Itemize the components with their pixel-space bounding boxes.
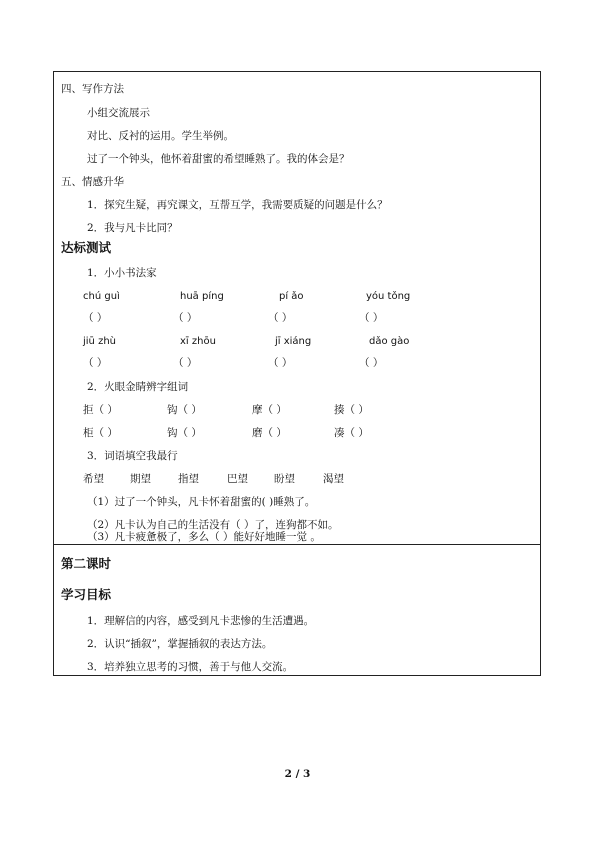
answer-blank[interactable]: （ ） [83,312,108,324]
pinyin: yóu tǒng [366,291,411,302]
goals-heading: 学习目标 [61,587,112,602]
answer-blank[interactable]: （ ） [173,312,198,324]
pinyin: huā píng [180,291,224,302]
word-blank[interactable]: 拒（ ） [83,404,118,416]
sec4-title: 四、写作方法 [61,83,124,95]
word-blank[interactable]: 钩（ ） [167,427,202,439]
pinyin: pí ǎo [279,291,304,302]
goal-item: 3．培养独立思考的习惯，善于与他人交流。 [87,661,294,673]
word-blank[interactable]: 柜（ ） [83,427,118,439]
word-option: 巴望 [227,473,248,485]
word-option: 指望 [178,473,199,485]
pinyin: chú guì [83,291,120,302]
word-option: 希望 [83,473,104,485]
word-blank[interactable]: 摩（ ） [252,404,287,416]
lesson-table [53,71,541,676]
row-divider [54,544,540,545]
sec4-line: 对比、反衬的运用。学生举例。 [87,130,234,142]
pinyin: jiū zhù [83,336,116,347]
word-blank[interactable]: 揍（ ） [334,404,369,416]
goal-item: 2．认识“插叙”，掌握插叙的表达方法。 [87,638,273,650]
q1-title: 1．小小书法家 [87,267,157,279]
fill-sentence: （2）凡卡认为自己的生活没有（ ）了，连狗都不如。 [87,519,339,531]
word-option: 期望 [130,473,151,485]
word-blank[interactable]: 磨（ ） [252,427,287,439]
fill-sentence: （1）过了一个钟头，凡卡怀着甜蜜的( )睡熟了。 [87,496,316,508]
answer-blank[interactable]: （ ） [359,357,384,369]
q2-title: 2．火眼金睛辨字组词 [87,381,189,393]
goal-item: 1．理解信的内容，感受到凡卡悲惨的生活遭遇。 [87,615,315,627]
q3-title: 3．词语填空我最行 [87,450,178,462]
word-blank[interactable]: 钩（ ） [167,404,202,416]
answer-blank[interactable]: （ ） [268,312,293,324]
page-number: 2 / 3 [284,768,311,780]
answer-blank[interactable]: （ ） [359,312,384,324]
sec5-line: 1．探究生疑，再究课文，互帮互学，我需要质疑的问题是什么？ [87,199,388,211]
answer-blank[interactable]: （ ） [173,357,198,369]
test-heading: 达标测试 [61,240,112,255]
sec5-line: 2．我与凡卡比同？ [87,222,178,234]
word-option: 渴望 [323,473,344,485]
pinyin: dǎo gào [369,336,410,347]
fill-sentence: （3）凡卡疲惫极了，多么（ ）能好好地睡一觉 。 [87,531,321,543]
pinyin: jī xiáng [275,336,312,347]
lesson2-title: 第二课时 [61,556,112,571]
answer-blank[interactable]: （ ） [268,357,293,369]
sec4-line: 过了一个钟头，他怀着甜蜜的希望睡熟了。我的体会是？ [87,153,350,165]
word-blank[interactable]: 凑（ ） [334,427,369,439]
pinyin: xī zhōu [180,336,216,347]
sec5-title: 五、情感升华 [61,176,124,188]
word-option: 盼望 [274,473,295,485]
answer-blank[interactable]: （ ） [83,357,108,369]
sec4-line: 小组交流展示 [87,107,150,119]
